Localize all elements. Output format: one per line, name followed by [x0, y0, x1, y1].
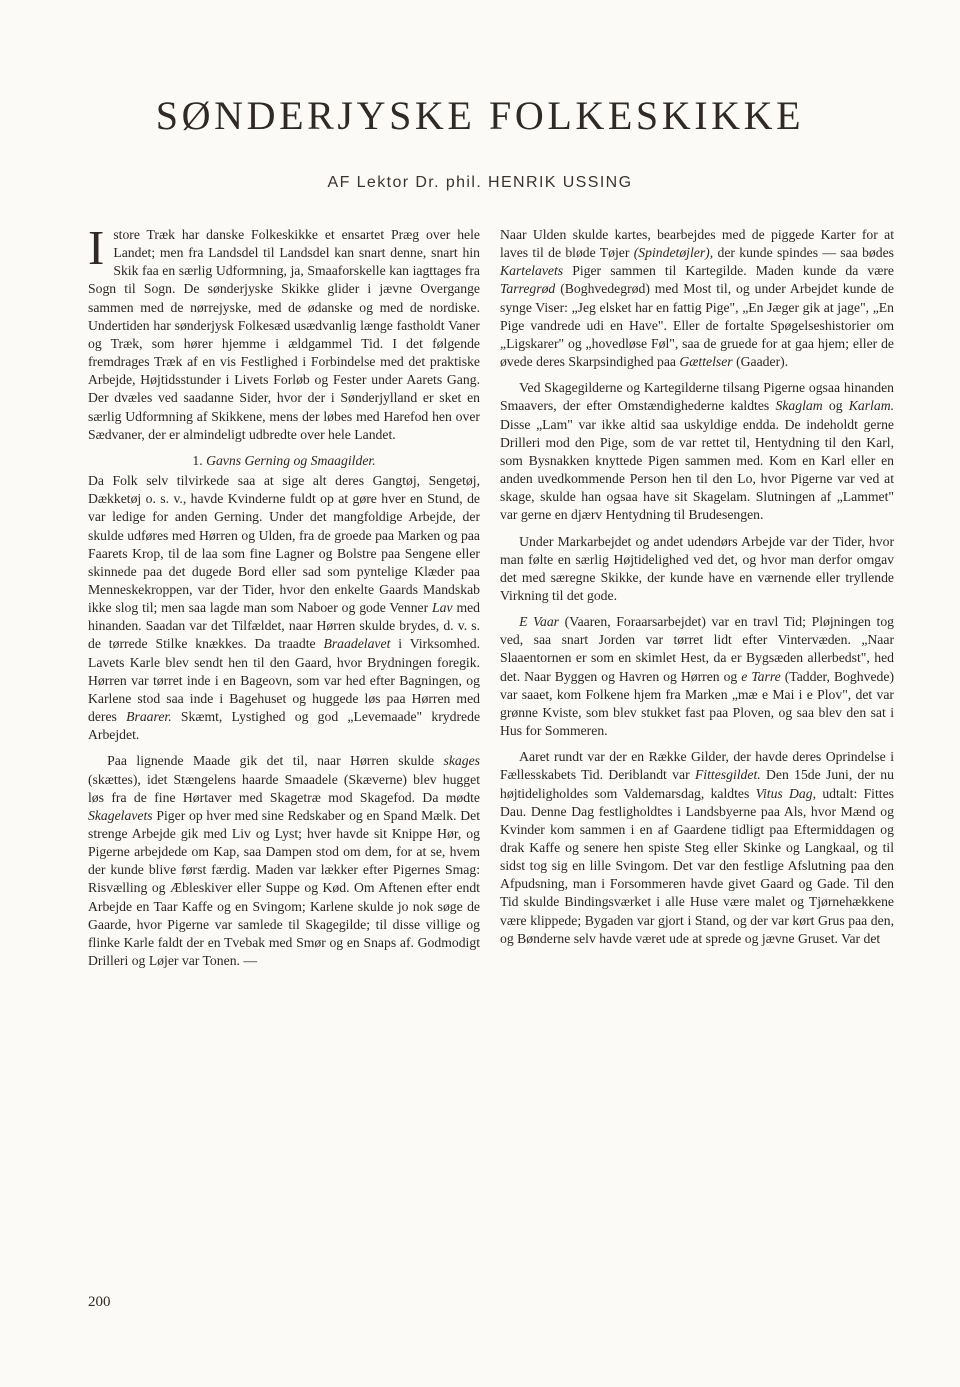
- paragraph: Paa lignende Maade gik det til, naar Hørren skulde skages (skættes), idet Stængelens haarde Smaadele (Skæverne) blev hugget løs fra de fine Hørtaver med Skagetræ mod Skagefod. Da mødte Skagelavets Piger op hver med sine Redskaber og en Spand Mælk. Det strenge Arbejde gik med Liv og Lyst; hver havde sit Knippe Hør, og Pigerne arbejdede om Kap, saa Dampen stod om dem, for at se, hvem der kunde blive først færdig. Maden var lækker efter Pigernes Smag: Risvælling og Æbleskiver eller Suppe og Kød. Om Aftenen efter endt Arbejde en Taar Kaffe og en Svingom; Karlene skulde jo nok søge de Gaarde, hvor Pigerne var samlede til Skagegilde; til disse villige og flinke Karle faldt der en Tvebak med Smør og en Snaps af. Godmodigt Drilleri og Løjer var Tonen. —: [88, 753, 480, 969]
- paragraph: E Vaar (Vaaren, Foraarsarbejdet) var en travl Tid; Pløjningen tog ved, saa snart Jorden var tørret lidt efter Vintervæden. „Naar Slaaentornen er som en skimlet Hest, da er Bygsæden allerbedst", hed det. Naar Byggen og Havren og Hørren og e Tarre (Tadder, Boghvede) var saaet, kom Folkene hjem fra Marken „mæ e Mai i e Plov", det var grønne Kviste, som blev stukket fast paa Ploven, og saa blev den sat i Hus for Sommeren.: [500, 614, 894, 739]
- right-column: [500, 226, 894, 1268]
- page-title: SØNDERJYSKE FOLKESKIKKE: [155, 93, 805, 138]
- paragraph: Naar Ulden skulde kartes, bearbejdes med de piggede Karter for at laves til de bløde Tøjer (Spindetøjler), der kunde spindes — saa bødes Kartelavets Piger sammen til Kartegilde. Maden kunde da være Tarregrød (Boghvedegrød) med Most til, og under Arbejdet kunde de synge Viser: „Jeg elsket har en fattig Pige", „En Jæger gik at jage", „En Pige vandrede udi en Have". Eller de fortalte Spøgelseshistorier om „Ligskarer" og „hovedløse Føl", saa de gruede for at gaa hjem; eller de øvede deres Skarpsindighed paa Gættelser (Gaader).: [500, 227, 894, 370]
- paragraph: Aaret rundt var der en Række Gilder, der havde deres Oprindelse i Fællesskabets Tid. Deriblandt var Fittesgildet. Den 15de Juni, der nu højtideligholdes som Valdemarsdag, kaldtes Vitus Dag, udtalt: Fittes Dau. Denne Dag festligholdtes i Landsbyerne paa Als, hvor Mænd og Kvinder kom sammen i en af Gaardene tidligt paa Eftermiddagen og drak Kaffe og senere hen spiste Steg eller Skinke og Langkaal, og til sidst tog sig en lille Svingom. Det var den festlige Afslutning paa den Afpudsning, man i Forsommeren havde givet Gaard og Gade. Til den Tid skulde Bindingsværket i alle Huse være malet og Tjørnehækkene være klippede; Bygaden var gjort i Stand, og der var kørt Grus paa den, og Bønderne selv havde været ude at sprede og jævne Gruset. Var det: [500, 749, 894, 946]
- paragraph: Ved Skagegilderne og Kartegilderne tilsang Pigerne ogsaa hinanden Smaavers, der efter Omstændighederne kaldtes Skaglam og Karlam. Disse „Lam" var ikke altid saa uskyldige endda. De indeholdt gerne Drilleri mod den Pige, som de var rettet til, Hentydning til den Karl, som Bysnakken knyttede Pigen sammen med. Kom en Karl eller en anden uvedkommende Person hen til den Lo, hvor Pigerne var ved at skage, skulde han ogsaa have sit Skagelam. Slutningen af „Lammet" var gerne en djærv Hentydning til Brudesengen.: [500, 380, 894, 523]
- drop-cap: I: [88, 226, 105, 275]
- paragraph: Da Folk selv tilvirkede saa at sige alt deres Gangtøj, Sengetøj, Dækketøj o. s. v., havde Kvinderne fuldt op at gøre hver en Stund, de var ledige for anden Gerning. Under det mangfoldige Arbejde, der skulde udføres med Hørren og Ulden, fra de groede paa Marken og paa Faarets Krop, til de laa som fine Lagner og Bolstre paa Sengene eller skinnede paa det dugede Bord eller sad som pyntelige Klæder paa Menneskekroppen, var der Tider, hvor den enkelte Gaards Mandskab ikke slog til; men saa lagde man som Naboer og gode Venner Lav med hinanden. Saadan var det Tilfældet, naar Hørren skulde brydes, d. v. s. de tørrede Stilke knækkes. Da traadte Braadelavet i Virksomhed. Lavets Karle blev sendt hen til den Gaard, hvor Brydningen foregik. Hørren var tørret inde i en Bageovn, som var hed efter Bagningen, og Karlene stod saa inde i Bagehuset og huggede løs paa Hørren med deres Braarer. Skæmt, Lystighed og god „Levemaade" krydrede Arbejdet.: [88, 473, 480, 743]
- left-column: [88, 226, 480, 1268]
- paragraph: Under Markarbejdet og andet udendørs Arbejde var der Tider, hvor man følte en særlig Højtidelighed ved det, og hvor man derfor omgav det med særegne Skikke, der kunde have en værnende eller tryllende Virkning til det gode.: [500, 533, 894, 603]
- section-heading: 1. Gavns Gerning og Smaagilder.: [192, 452, 376, 468]
- byline: AF Lektor Dr. phil. HENRIK USSING: [327, 174, 633, 191]
- page-number: 200: [88, 1294, 111, 1310]
- intro-paragraph: Istore Træk har danske Folkeskikke et ensartet Præg over hele Landet; men fra Landsdel til Landsdel kan snart denne, snart hin Skik faa en særlig Udformning, ja, Smaaforskelle kan iagttages fra Sogn til Sogn. De sønderjyske Skikke glider i jævne Overgange sammen med de nørrejyske, med de ødanske og med de nordiske. Undertiden har sønderjysk Folkesæd usædvanlig længe fastholdt Vaner og Træk, som hører hjemme i ældgammel Tid. I det følgende fremdrages Træk af en vis Festlighed i Forbindelse med det praktiske Arbejde, Højtidsstunder i Livets Forløb og Fester under Aarets Gang. Der dvæles ved saadanne Sider, hvor der i Sønderjylland er sket en særlig Udformning af Skikkene, mens der løbes med Harefod hen over Sædvaner, der er almindeligt udbredte over hele Landet.: [88, 226, 480, 442]
